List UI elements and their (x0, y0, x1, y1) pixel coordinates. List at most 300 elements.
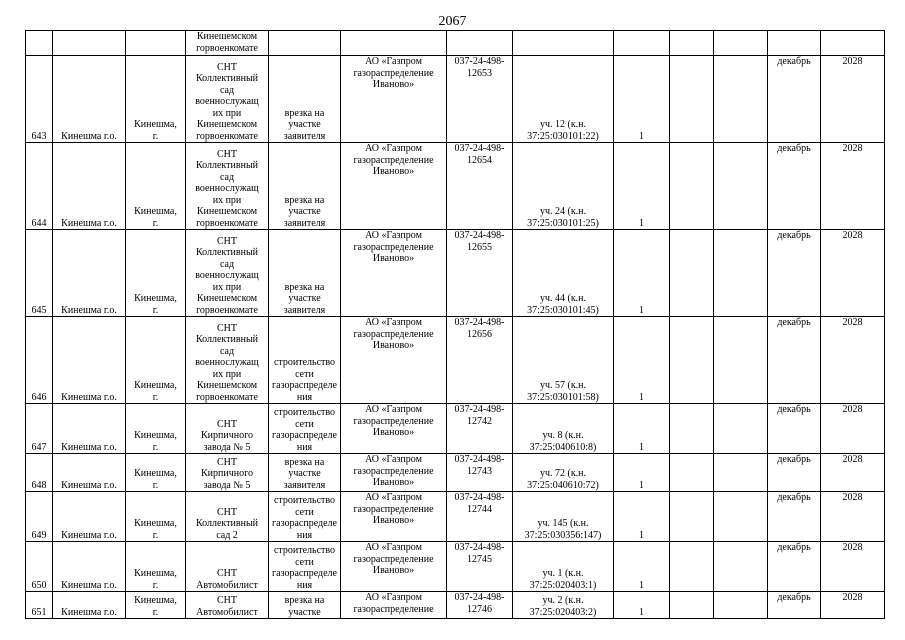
work-line: заявителя (283, 479, 326, 491)
cell-org (341, 542, 447, 592)
name-line: Автомобилист (196, 606, 258, 618)
org-line: газораспределение (353, 503, 434, 515)
name-line: горвоенкомате (196, 42, 258, 54)
cell-code (447, 592, 513, 619)
code-line: 037-24-498- (454, 317, 505, 328)
table-row (26, 230, 885, 317)
cell-name (186, 317, 269, 404)
name-line: Автомобилист (196, 579, 258, 591)
cell-month (768, 143, 821, 230)
page-number: 2067 (438, 14, 467, 29)
code-line: 037-24-498- (454, 404, 505, 415)
plot-line: уч. 44 (к.н. (539, 293, 587, 304)
table-row (26, 542, 885, 592)
table-row (26, 317, 885, 404)
work-line: газораспределе (272, 380, 337, 391)
plot-line: 37:25:020403:1) (529, 579, 597, 591)
name-line: Коллективный (195, 73, 259, 84)
cell-work (269, 317, 341, 404)
name-line: военнослужащ (195, 357, 259, 368)
cell-year-text: 2028 (842, 56, 863, 67)
org-line: газораспределение (353, 553, 434, 565)
name-line: Кинешемском (196, 206, 258, 217)
cell-code (447, 542, 513, 592)
cell-code (447, 317, 513, 404)
locality-line: г. (152, 479, 159, 491)
cell-year-text: 2028 (842, 317, 863, 328)
cell-num (26, 592, 53, 619)
locality-line: г. (152, 217, 159, 229)
locality-line: Кинешма, (134, 518, 177, 529)
name-line: сад (219, 258, 235, 270)
cell-month-text: декабрь (777, 404, 811, 415)
code-line: 037-24-498- (454, 492, 505, 503)
cell-year (821, 143, 885, 230)
work-line: заявителя (283, 217, 326, 229)
cell-empty (714, 542, 768, 592)
code-line: 12745 (467, 553, 492, 565)
cell-num-text: 647 (31, 441, 47, 453)
cell-month (768, 230, 821, 317)
cell-locality (126, 317, 186, 404)
org-line: газораспределение (353, 154, 434, 166)
name-line: сад (219, 345, 235, 357)
name-line: военнослужащ (195, 96, 259, 107)
org-line: Иваново» (372, 340, 415, 351)
cell-plot (513, 454, 614, 492)
cell-month (768, 492, 821, 542)
cell-year (821, 492, 885, 542)
plot-line: уч. 57 (к.н. (539, 380, 587, 391)
name-line: их при (212, 194, 242, 206)
org-line: АО «Газпром (365, 317, 422, 328)
org-line: газораспределение (353, 67, 434, 79)
table-row (26, 492, 885, 542)
name-line: Кинешемском (196, 31, 258, 42)
cell-plot (513, 592, 614, 619)
cell-year (821, 404, 885, 454)
name-line: СНТ (217, 61, 237, 73)
cell-locality (126, 542, 186, 592)
cell-district (53, 56, 126, 143)
cell-plot (513, 143, 614, 230)
cell-month-text: декабрь (777, 56, 811, 67)
work-line: сети (295, 368, 314, 380)
cell-empty (670, 542, 714, 592)
org-line: Иваново» (372, 515, 415, 526)
work-line: заявителя (283, 304, 326, 316)
cell-org (341, 56, 447, 143)
cell-num-text: 650 (31, 579, 47, 591)
cell-district (53, 492, 126, 542)
cell-district-text: Кинешма г.о. (61, 304, 117, 316)
cell-year (821, 31, 885, 56)
cell-count (614, 454, 670, 492)
code-line: 037-24-498- (454, 454, 505, 465)
cell-count (614, 404, 670, 454)
cell-empty (670, 492, 714, 542)
cell-empty (714, 31, 768, 56)
cell-empty (714, 404, 768, 454)
org-line: АО «Газпром (365, 542, 422, 553)
name-line: Кинешемском (196, 380, 258, 391)
cell-empty (714, 230, 768, 317)
name-line: сад 2 (216, 529, 238, 541)
cell-month (768, 404, 821, 454)
cell-year-text: 2028 (842, 143, 863, 154)
plot-line: уч. 145 (к.н. (537, 518, 589, 529)
work-line: строительство (273, 357, 336, 368)
work-line: газораспределе (272, 518, 337, 529)
cell-locality (126, 592, 186, 619)
cell-count-text: 1 (639, 391, 644, 403)
name-line: Кинешемском (196, 119, 258, 130)
org-line: Иваново» (372, 565, 415, 576)
cell-plot (513, 492, 614, 542)
name-line: СНТ (217, 506, 237, 518)
org-line: газораспределение (353, 328, 434, 340)
cell-num-text: 645 (31, 304, 47, 316)
cell-year (821, 454, 885, 492)
cell-work (269, 230, 341, 317)
plot-line: 37:25:030101:58) (527, 391, 599, 403)
name-line: СНТ (217, 595, 237, 606)
cell-org (341, 592, 447, 619)
cell-district-text: Кинешма г.о. (61, 479, 117, 491)
cell-num-text: 644 (31, 217, 47, 229)
cell-count (614, 542, 670, 592)
cell-year-text: 2028 (842, 592, 863, 603)
plot-line: 37:25:030356:147) (524, 529, 602, 541)
cell-year-text: 2028 (842, 454, 863, 465)
cell-empty (714, 56, 768, 143)
table-row (26, 404, 885, 454)
work-line: заявителя (283, 130, 326, 142)
plot-line: 37:25:040610:8) (529, 441, 597, 453)
cell-month-text: декабрь (777, 317, 811, 328)
cell-empty (670, 317, 714, 404)
cell-count (614, 592, 670, 619)
cell-plot (513, 317, 614, 404)
code-line: 037-24-498- (454, 592, 505, 603)
locality-line: г. (152, 304, 159, 316)
cell-num (26, 454, 53, 492)
locality-line: Кинешма, (134, 206, 177, 217)
code-line: 12654 (467, 154, 492, 166)
cell-locality (126, 143, 186, 230)
name-line: их при (212, 107, 242, 119)
name-line: горвоенкомате (196, 391, 258, 403)
cell-code (447, 230, 513, 317)
locality-line: Кинешма, (134, 468, 177, 479)
plot-line: уч. 2 (к.н. (542, 595, 584, 606)
table-body (26, 31, 885, 619)
org-line: АО «Газпром (365, 454, 422, 465)
name-line: завода № 5 (203, 479, 251, 491)
name-line: их при (212, 281, 242, 293)
cell-district-text: Кинешма г.о. (61, 529, 117, 541)
cell-name (186, 592, 269, 619)
cell-district-text: Кинешма г.о. (61, 579, 117, 591)
work-line: ния (296, 441, 313, 453)
cell-count-text: 1 (639, 304, 644, 316)
code-line: 12743 (467, 465, 492, 477)
cell-code (447, 404, 513, 454)
cell-month (768, 454, 821, 492)
work-line: ния (296, 529, 313, 541)
work-line: врезка на (284, 456, 325, 468)
cell-code (447, 31, 513, 56)
work-line: строительство (273, 495, 336, 506)
gas-works-table (25, 30, 885, 619)
plot-line: 37:25:030101:25) (527, 217, 599, 229)
locality-line: Кинешма, (134, 595, 177, 606)
cell-plot (513, 230, 614, 317)
plot-line: уч. 8 (к.н. (542, 430, 584, 441)
name-line: Кирпичного (201, 468, 253, 479)
cell-month-text: декабрь (777, 230, 811, 241)
org-line: газораспределение (353, 415, 434, 427)
plot-line: 37:25:040610:72) (527, 479, 599, 491)
work-line: сети (295, 418, 314, 430)
table-row (26, 454, 885, 492)
code-line: 037-24-498- (454, 56, 505, 67)
name-line: СНТ (217, 418, 237, 430)
cell-locality (126, 31, 186, 56)
locality-line: г. (152, 391, 159, 403)
name-line: Кинешемском (196, 293, 258, 304)
cell-month-text: декабрь (777, 492, 811, 503)
work-line: газораспределе (272, 430, 337, 441)
cell-month (768, 592, 821, 619)
name-line: СНТ (217, 322, 237, 334)
name-line: Коллективный (195, 247, 259, 258)
cell-num (26, 404, 53, 454)
cell-count (614, 56, 670, 143)
org-line: газораспределение (353, 465, 434, 477)
cell-count (614, 143, 670, 230)
cell-month (768, 31, 821, 56)
code-line: 037-24-498- (454, 143, 505, 154)
work-line: участке (288, 206, 321, 217)
plot-line: уч. 72 (к.н. (539, 468, 587, 479)
name-line: их при (212, 368, 242, 380)
locality-line: г. (152, 529, 159, 541)
cell-locality (126, 230, 186, 317)
plot-line: уч. 24 (к.н. (539, 206, 587, 217)
name-line: сад (219, 171, 235, 183)
cell-month-text: декабрь (777, 542, 811, 553)
cell-org (341, 143, 447, 230)
locality-line: г. (152, 579, 159, 591)
org-line: АО «Газпром (365, 492, 422, 503)
cell-org (341, 404, 447, 454)
cell-num-text: 646 (31, 391, 47, 403)
work-line: сети (295, 556, 314, 568)
cell-plot (513, 542, 614, 592)
name-line: военнослужащ (195, 270, 259, 281)
cell-year-text: 2028 (842, 404, 863, 415)
cell-empty (670, 454, 714, 492)
cell-count-text: 1 (639, 579, 644, 591)
cell-count (614, 317, 670, 404)
cell-name (186, 230, 269, 317)
code-line: 037-24-498- (454, 230, 505, 241)
cell-locality (126, 404, 186, 454)
cell-num (26, 56, 53, 143)
cell-work (269, 143, 341, 230)
cell-code (447, 454, 513, 492)
cell-empty (670, 592, 714, 619)
cell-plot (513, 31, 614, 56)
cell-name (186, 492, 269, 542)
cell-work (269, 56, 341, 143)
cell-district (53, 404, 126, 454)
cell-district (53, 542, 126, 592)
cell-code (447, 143, 513, 230)
cell-empty (670, 143, 714, 230)
cell-district-text: Кинешма г.о. (61, 441, 117, 453)
org-line: АО «Газпром (365, 230, 422, 241)
org-line: Иваново» (372, 79, 415, 90)
plot-line: уч. 12 (к.н. (539, 119, 587, 130)
locality-line: г. (152, 606, 159, 618)
cell-count-text: 1 (639, 606, 644, 618)
cell-count (614, 31, 670, 56)
cell-num (26, 31, 53, 56)
work-line: участке (288, 119, 321, 130)
cell-org (341, 492, 447, 542)
work-line: врезка на (284, 107, 325, 119)
cell-district (53, 230, 126, 317)
cell-year (821, 230, 885, 317)
cell-month-text: декабрь (777, 592, 811, 603)
cell-empty (714, 454, 768, 492)
name-line: военнослужащ (195, 183, 259, 194)
cell-year (821, 542, 885, 592)
cell-year (821, 56, 885, 143)
cell-year-text: 2028 (842, 542, 863, 553)
org-line: Иваново» (372, 427, 415, 438)
org-line: Иваново» (372, 253, 415, 264)
cell-year-text: 2028 (842, 230, 863, 241)
cell-empty (670, 404, 714, 454)
code-line: 12655 (467, 241, 492, 253)
code-line: 037-24-498- (454, 542, 505, 553)
work-line: ния (296, 391, 313, 403)
name-line: завода № 5 (203, 441, 251, 453)
cell-num-text: 649 (31, 529, 47, 541)
cell-year-text: 2028 (842, 492, 863, 503)
cell-work (269, 454, 341, 492)
plot-line: уч. 1 (к.н. (542, 568, 584, 579)
work-line: врезка на (284, 194, 325, 206)
org-line: АО «Газпром (365, 56, 422, 67)
locality-line: г. (152, 130, 159, 142)
locality-line: Кинешма, (134, 119, 177, 130)
cell-district (53, 454, 126, 492)
work-line: газораспределе (272, 568, 337, 579)
cell-month (768, 56, 821, 143)
org-line: Иваново» (372, 477, 415, 488)
name-line: СНТ (217, 235, 237, 247)
name-line: сад (219, 84, 235, 96)
name-line: Коллективный (195, 518, 259, 529)
cell-district (53, 317, 126, 404)
name-line: СНТ (217, 148, 237, 160)
plot-line: 37:25:030101:45) (527, 304, 599, 316)
cell-district (53, 31, 126, 56)
table-row-carry-over (26, 31, 885, 56)
name-line: Коллективный (195, 334, 259, 345)
cell-count (614, 230, 670, 317)
cell-name (186, 404, 269, 454)
work-line: участке (288, 606, 321, 618)
cell-count (614, 492, 670, 542)
org-line: АО «Газпром (365, 404, 422, 415)
cell-work (269, 404, 341, 454)
cell-org (341, 230, 447, 317)
cell-district-text: Кинешма г.о. (61, 606, 117, 618)
cell-num (26, 143, 53, 230)
code-line: 12656 (467, 328, 492, 340)
cell-count-text: 1 (639, 529, 644, 541)
cell-empty (714, 592, 768, 619)
cell-work (269, 492, 341, 542)
cell-district-text: Кинешма г.о. (61, 130, 117, 142)
cell-empty (670, 56, 714, 143)
code-line: 12746 (467, 603, 492, 615)
plot-line: 37:25:020403:2) (529, 606, 597, 618)
cell-code (447, 56, 513, 143)
cell-count-text: 1 (639, 217, 644, 229)
plot-line: 37:25:030101:22) (527, 130, 599, 142)
locality-line: Кинешма, (134, 430, 177, 441)
cell-empty (714, 317, 768, 404)
cell-num (26, 317, 53, 404)
cell-empty (714, 492, 768, 542)
name-line: СНТ (217, 568, 237, 579)
locality-line: Кинешма, (134, 293, 177, 304)
work-line: врезка на (284, 595, 325, 606)
cell-empty (714, 143, 768, 230)
cell-plot (513, 56, 614, 143)
cell-locality (126, 492, 186, 542)
cell-year (821, 592, 885, 619)
cell-org (341, 317, 447, 404)
cell-name (186, 31, 269, 56)
cell-month-text: декабрь (777, 143, 811, 154)
name-line: Кирпичного (201, 430, 253, 441)
cell-num-text: 651 (31, 606, 47, 618)
name-line: СНТ (217, 456, 237, 468)
work-line: строительство (273, 407, 336, 418)
org-line: АО «Газпром (365, 143, 422, 154)
cell-month-text: декабрь (777, 454, 811, 465)
table-row (26, 143, 885, 230)
code-line: 12744 (467, 503, 492, 515)
cell-count-text: 1 (639, 479, 644, 491)
cell-num (26, 230, 53, 317)
cell-num (26, 542, 53, 592)
cell-num-text: 643 (31, 130, 47, 142)
name-line: горвоенкомате (196, 304, 258, 316)
cell-work (269, 542, 341, 592)
cell-district (53, 143, 126, 230)
name-line: горвоенкомате (196, 217, 258, 229)
cell-month (768, 317, 821, 404)
org-line: АО «Газпром (365, 592, 422, 603)
